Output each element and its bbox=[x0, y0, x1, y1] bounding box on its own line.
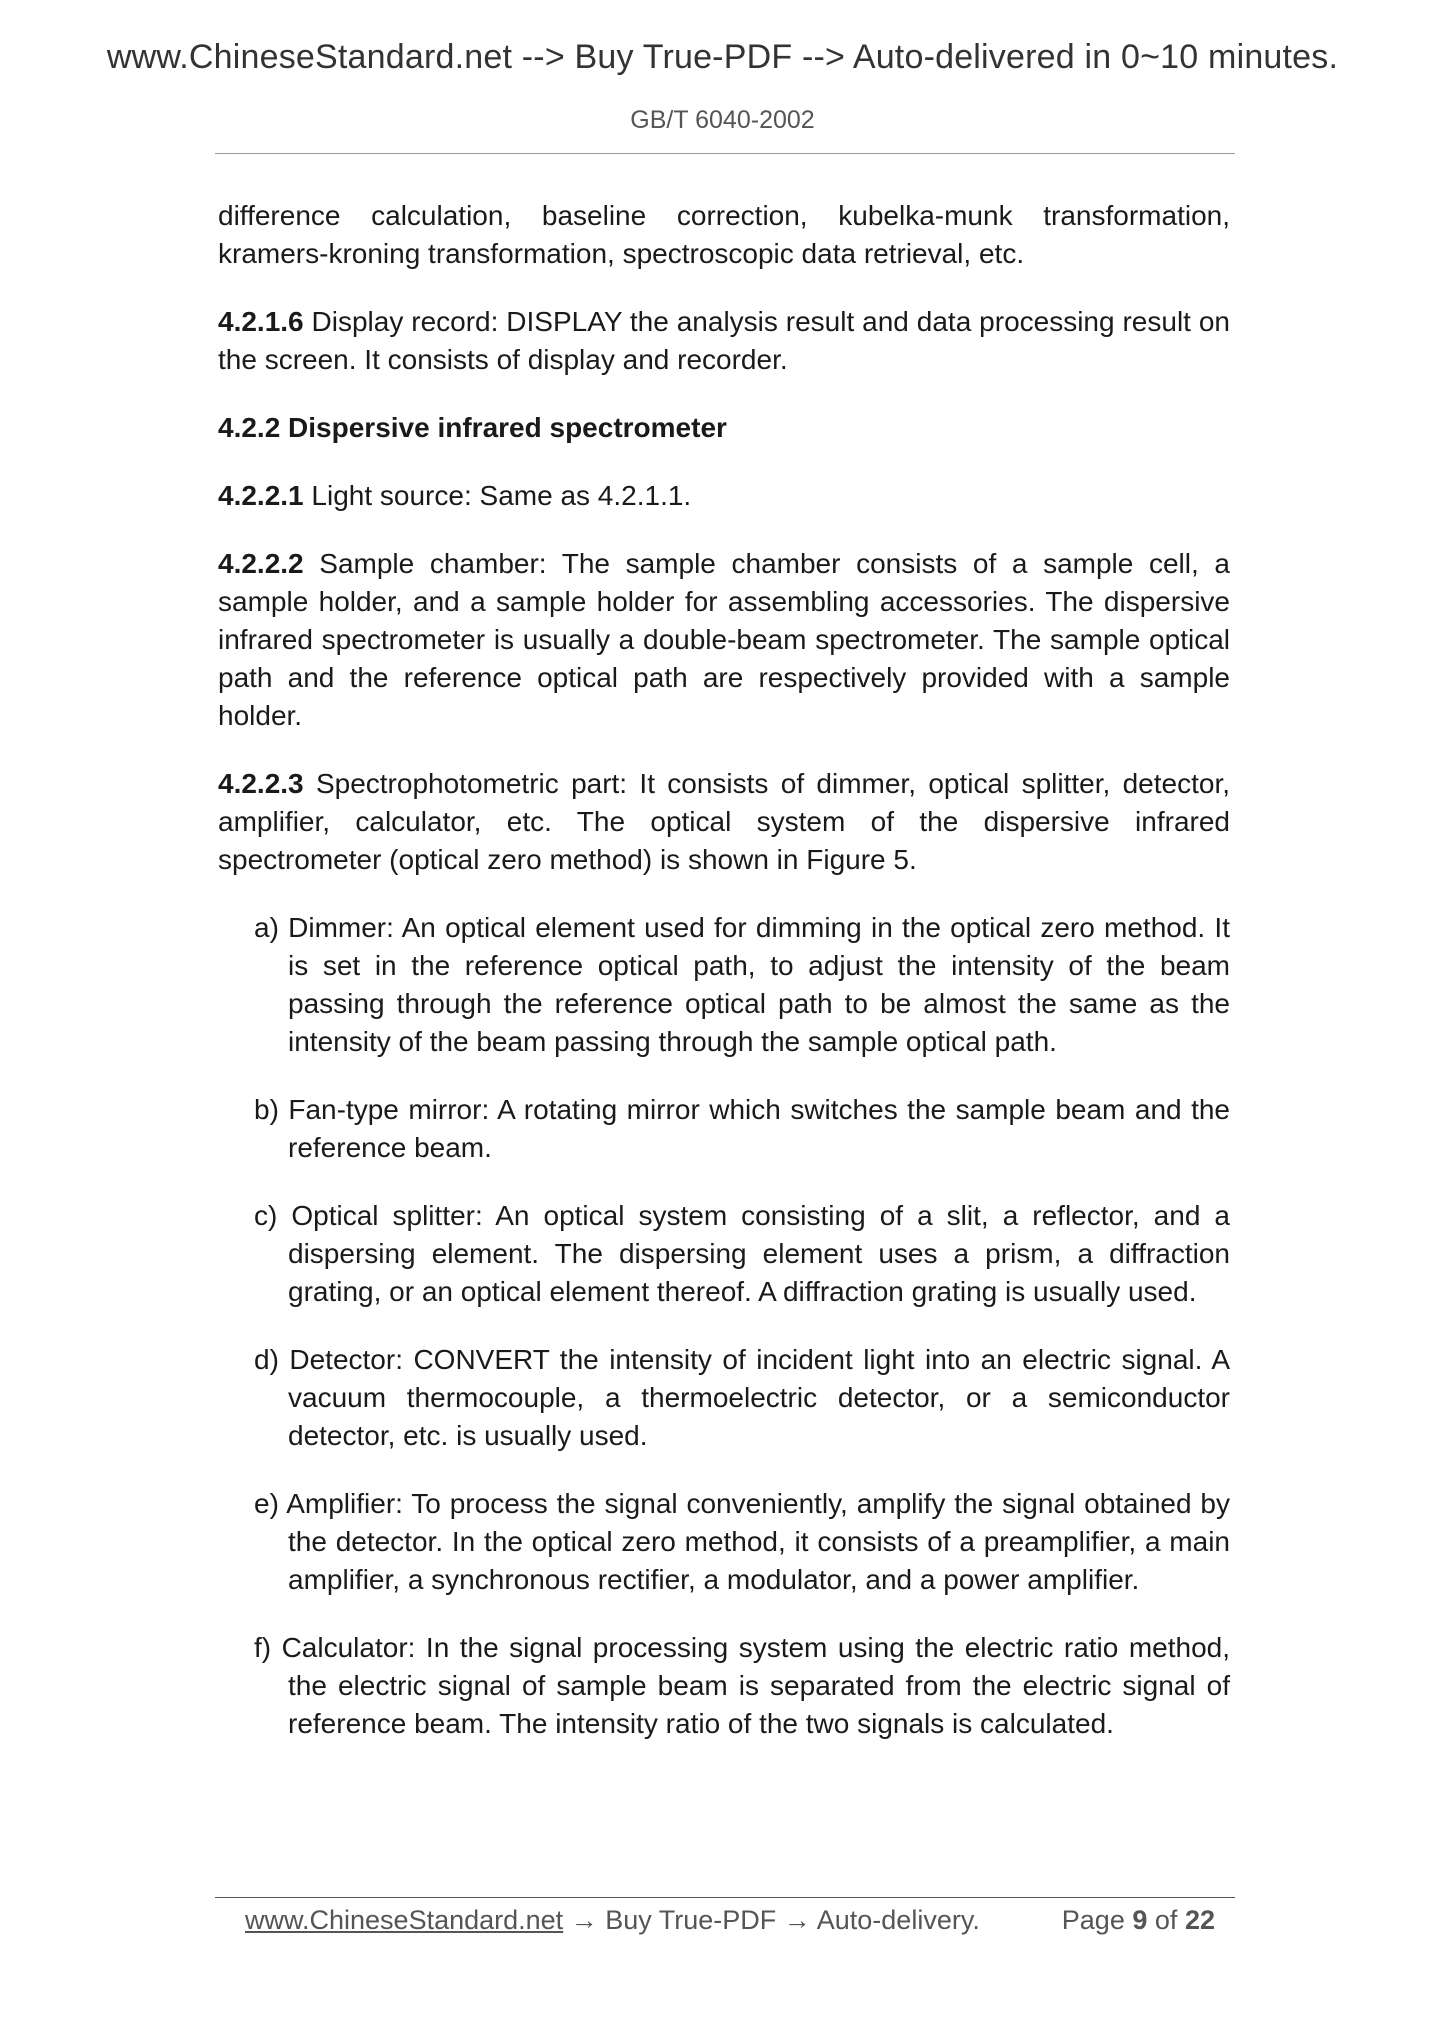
clause-4-2-2-1 bbox=[218, 477, 1230, 515]
standard-code: GB/T 6040-2002 bbox=[630, 106, 815, 134]
clause-number: 4.2.1.6 bbox=[218, 306, 304, 337]
clause-4-2-2-3 bbox=[218, 765, 1230, 879]
list-item-optical-splitter: c) Optical splitter: An optical system consisting of a slit, a reflector, and a dispersing element. The dispersing element uses a prism, a diffraction grating, or an optical element thereof. A diffraction grating is usually used. bbox=[254, 1200, 1230, 1307]
list-item-amplifier: e) Amplifier: To process the signal conveniently, amplify the signal obtained by the detector. In the optical zero method, it consists of a preamplifier, a main amplifier, a synchronous rectifier, a modulator, and a power amplifier. bbox=[254, 1488, 1230, 1595]
page-current: 9 bbox=[1132, 1905, 1148, 1935]
page-total: 22 bbox=[1184, 1905, 1215, 1935]
clause-text: Light source: Same as 4.2.1.1. bbox=[303, 480, 692, 511]
list-item-detector: d) Detector: CONVERT the intensity of incident light into an electric signal. A vacuum thermocouple, a thermoelectric detector, or a semiconductor detector, etc. is usually used. bbox=[254, 1344, 1230, 1451]
clause-text: Spectrophotometric part: It consists of dimmer, optical splitter, detector, amplifier, calculator, etc. The optical system of the dispersive infrared spectrometer (optical zero method) is shown in Figure 5. bbox=[218, 768, 1230, 875]
page-number bbox=[1062, 1905, 1215, 1936]
arrow-right-icon: → bbox=[570, 1905, 598, 1935]
clause-number: 4.2.2.1 bbox=[218, 480, 304, 511]
footer-promo bbox=[245, 1905, 980, 1936]
list-item-calculator: f) Calculator: In the signal processing system using the electric ratio method, the electric signal of sample beam is separated from the electric signal of reference beam. The intensity ratio of the two signals is calculated. bbox=[254, 1632, 1230, 1739]
footer-divider bbox=[215, 1897, 1235, 1898]
clause-text: Display record: DISPLAY the analysis result and data processing result on the screen. It consists of display and recorder. bbox=[218, 306, 1230, 375]
section-heading: 4.2.2 Dispersive infrared spectrometer bbox=[218, 412, 727, 443]
clause-number: 4.2.2.2 bbox=[218, 548, 304, 579]
footer-site-link[interactable]: www.ChineseStandard.net bbox=[245, 1905, 564, 1935]
footer-buy-text: Buy True-PDF bbox=[597, 1905, 784, 1935]
arrow-right-icon: → bbox=[783, 1905, 811, 1935]
page-label: Page bbox=[1061, 1905, 1125, 1935]
header-banner: www.ChineseStandard.net --> Buy True-PDF --> Auto-delivered in 0~10 minutes. bbox=[106, 38, 1339, 76]
page-content bbox=[218, 197, 1230, 1773]
clause-4-2-1-6 bbox=[218, 303, 1230, 379]
footer-delivery-text: Auto-delivery. bbox=[810, 1905, 980, 1935]
clause-text: Sample chamber: The sample chamber consists of a sample cell, a sample holder, and a sample holder for assembling accessories. The dispersive infrared spectrometer is usually a double-beam spectrometer. The sample optical path and the reference optical path are respectively provided with a sample holder. bbox=[218, 548, 1230, 731]
list-item-dimmer: a) Dimmer: An optical element used for dimming in the optical zero method. It is set in the reference optical path, to adjust the intensity of the beam passing through the reference optical path to be almost the same as the intensity of the beam passing through the sample optical path. bbox=[254, 912, 1230, 1057]
list-item-fan-type-mirror: b) Fan-type mirror: A rotating mirror which switches the sample beam and the reference beam. bbox=[254, 1094, 1230, 1163]
header-divider bbox=[215, 153, 1235, 154]
paragraph-continuation: difference calculation, baseline correction, kubelka-munk transformation, kramers-kroning transformation, spectroscopic data retrieval, etc. bbox=[218, 200, 1230, 269]
page-of: of bbox=[1154, 1905, 1178, 1935]
clause-number: 4.2.2.3 bbox=[218, 768, 304, 799]
clause-4-2-2-2 bbox=[218, 545, 1230, 735]
